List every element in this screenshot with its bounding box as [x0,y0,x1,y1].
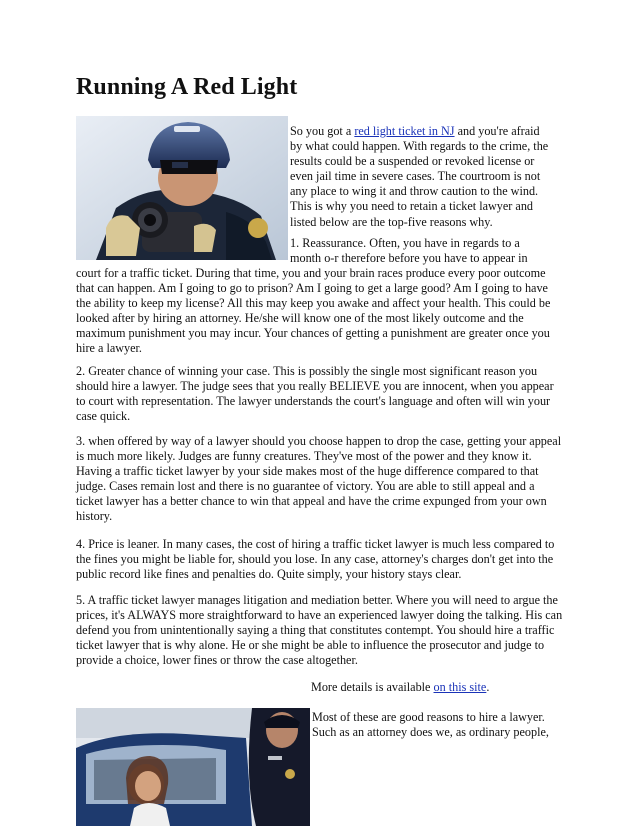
intro-line: listed below are the top-five reasons why. [290,214,493,229]
intro-line: This is why you need to retain a ticket lawyer and [290,199,534,214]
point1-wrap [290,236,570,266]
on-this-site-link[interactable]: on this site [433,680,487,694]
point4-paragraph: 4. Price is leaner. In many cases, the cost of hiring a traffic ticket lawyer is much less compared to the fines you might be liable for, should you lose. In any case, attorney's charges don't get into the public record like fines and penalties do. Quite simply, your history stays clear. [76,537,555,582]
point5-paragraph: 5. A traffic ticket lawyer manages litigation and mediation better. Where you will need to argue the prices, it's ALWAYS more straightforward to have an experienced lawyer doing the talking. His can defend you from unintentionally saying a thing that constitutes contempt. You should hire a traffic ticket lawyer that is why alone. He or she might be able to influence the prosecutor and judge to provide a choice, lower fines or throw the case altogether. [76,593,563,668]
closing-line: Such as an attorney does we, as ordinary people, [312,725,549,740]
red-light-ticket-link[interactable]: red light ticket in NJ [354,124,455,138]
more-details-line [311,680,571,695]
intro-text-end: and you're afraid [454,124,540,138]
more-details-text: More details is available [311,680,434,694]
closing-line: Most of these are good reasons to hire a lawyer. [312,710,545,724]
intro-text-start: So you got a [290,124,355,138]
point2-paragraph: 2. Greater chance of winning your case. This is possibly the single most significant reason you should hire a lawyer. The judge sees that you really BELIEVE you are innocent, when you appear to court with representation. The lawyer understands the court's language and often will win your case quick. [76,364,554,424]
intro-paragraph [290,124,570,230]
intro-line: by what could happen. With regards to the crime, the [290,139,549,154]
police-officer-radar-gun-photo [76,116,288,260]
point1-line: 1. Reassurance. Often, you have in regards to a [290,236,520,250]
photo2-drawing [76,708,310,826]
photo1-drawing [76,116,288,260]
point3-paragraph: 3. when offered by way of a lawyer should you choose happen to drop the case, getting your appeal is much more likely. Judges are funny creatures. They've most of the power and they know it. Having a traffic ticket lawyer by your side makes most of the huge difference compared to that judge. Cases remain lost and there is no guarantee of victory. You are able to still appeal and a ticket lawyer has a better chance to win that appeal and have the crime expunged from your own history. [76,434,562,524]
page-title: Running A Red Light [76,74,298,100]
point1-line: month o-r therefore before you have to appear in [290,251,528,266]
closing-paragraph [312,710,582,740]
traffic-stop-woman-in-car-photo [76,708,310,826]
intro-line: results could be a suspended or revoked license or [290,154,535,169]
point1-paragraph: court for a traffic ticket. During that time, you and your brain races produce every poor outcome that can happen. Am I going to go to prison? Am I going to get a large good? Am I going to have the ability to keep my license? All this may keep you awake and affect your health. This could be looked after by hiring an attorney. He/she will know one of the most likely outcome and the maximum punishment you may incur. Your chances of getting a punishment are greater once you hire a lawyer. [76,266,551,356]
intro-line-1 [290,124,570,139]
more-details-period: . [486,680,490,694]
intro-line: any place to wing it and throw caution to the wind. [290,184,539,199]
intro-line: even jail time in severe cases. The courtroom is not [290,169,541,184]
